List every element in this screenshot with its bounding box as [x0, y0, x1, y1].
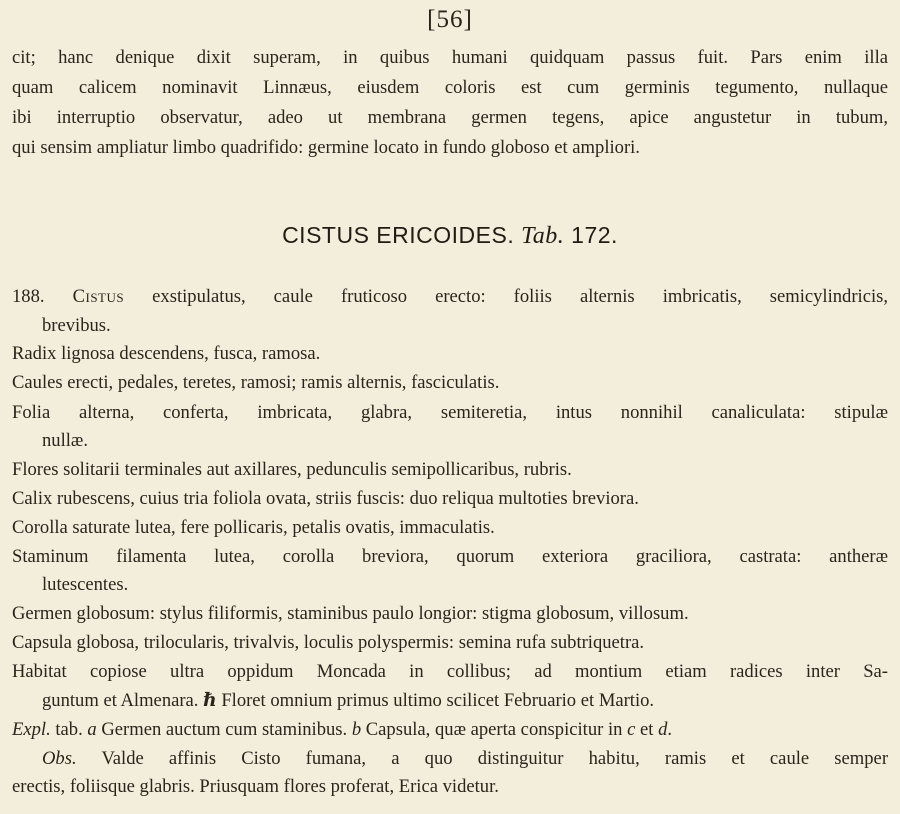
heading-name: CISTUS ERICOIDES. — [282, 222, 515, 248]
desc-staminum: Staminum filamenta lutea, corolla breviora, quorum exteriora graciliora, castrata: antheræ — [12, 546, 888, 567]
expl-letter: d — [658, 719, 668, 740]
expl-text: Germen auctum cum staminibus. — [101, 719, 348, 740]
intro-line: qui sensim ampliatur limbo quadrifido: germine locato in fundo globoso et ampliori. — [12, 137, 640, 158]
desc-staminum-cont: lutescentes. — [42, 574, 129, 595]
desc-caules: Caules erecti, pedales, teretes, ramosi; ramis alternis, fasciculatis. — [12, 372, 500, 393]
species-heading — [0, 222, 900, 250]
expl-text: tab. — [55, 719, 83, 740]
expl-label: Expl. — [12, 719, 51, 740]
entry-diagnosis-text: exstipulatus, caule fruticoso erecto: foliis alternis imbricatis, semicylindricis, — [152, 286, 889, 307]
expl-text: et — [640, 719, 654, 740]
observation-line — [42, 748, 888, 770]
entry-diagnosis — [12, 286, 888, 308]
desc-germen: Germen globosum: stylus filiformis, staminibus paulo longior: stigma globosum, villosum. — [12, 603, 689, 624]
habitat-cont-end: Floret omnium primus ultimo scilicet Februario et Martio. — [221, 690, 655, 711]
expl-text: . — [667, 719, 673, 740]
desc-capsula: Capsula globosa, trilocularis, trivalvis, loculis polyspermis: semina rufa subtriquetra. — [12, 632, 645, 653]
desc-radix: Radix lignosa descendens, fusca, ramosa. — [12, 343, 321, 364]
intro-line: ibi interruptio observatur, adeo ut membrana germen tegens, apice angustetur in tubum, — [12, 107, 888, 128]
entry-genus: Cistus — [72, 286, 125, 307]
expl-letter: a — [87, 719, 97, 740]
intro-line: cit; hanc denique dixit superam, in quibus humani quidquam passus fuit. Pars enim illa — [12, 47, 888, 68]
intro-line: quam calicem nominavit Linnæus, eiusdem coloris est cum germinis tegumento, nullaque — [12, 77, 888, 98]
desc-flores: Flores solitarii terminales aut axillares, pedunculis semipollicaribus, rubris. — [12, 459, 572, 480]
desc-folia-cont: nullæ. — [42, 430, 88, 451]
desc-folia: Folia alterna, conferta, imbricata, glabra, semiteretia, intus nonnihil canaliculata: stipulæ — [12, 402, 888, 423]
observation-cont: erectis, foliisque glabris. Priusquam flores proferat, Erica videtur. — [12, 776, 499, 797]
desc-corolla: Corolla saturate lutea, fere pollicaris, petalis ovatis, immaculatis. — [12, 517, 495, 538]
heading-tab-number: 172. — [571, 222, 618, 248]
expl-text: Capsula, quæ aperta conspicitur in — [365, 719, 623, 740]
page-number: [56] — [427, 6, 473, 33]
entry-diagnosis-cont: brevibus. — [42, 315, 111, 336]
obs-text: Valde affinis Cisto fumana, a quo distinguitur habitu, ramis et caule semper — [101, 748, 889, 769]
habitat-cont — [42, 690, 654, 712]
explanation-line — [12, 719, 672, 741]
expl-letter: b — [351, 719, 362, 740]
habitat-cont-start: guntum et Almenara. — [42, 690, 199, 711]
shrub-symbol: ℏ — [203, 690, 217, 711]
obs-label: Obs. — [42, 748, 77, 769]
heading-tab-label: Tab. — [521, 223, 565, 249]
desc-habitat: Habitat copiose ultra oppidum Moncada in collibus; ad montium etiam radices inter Sa- — [12, 661, 888, 682]
entry-number: 188. — [12, 286, 45, 307]
expl-letter: c — [627, 719, 636, 740]
desc-calix: Calix rubescens, cuius tria foliola ovata, striis fuscis: duo reliqua multoties breviora. — [12, 488, 639, 509]
